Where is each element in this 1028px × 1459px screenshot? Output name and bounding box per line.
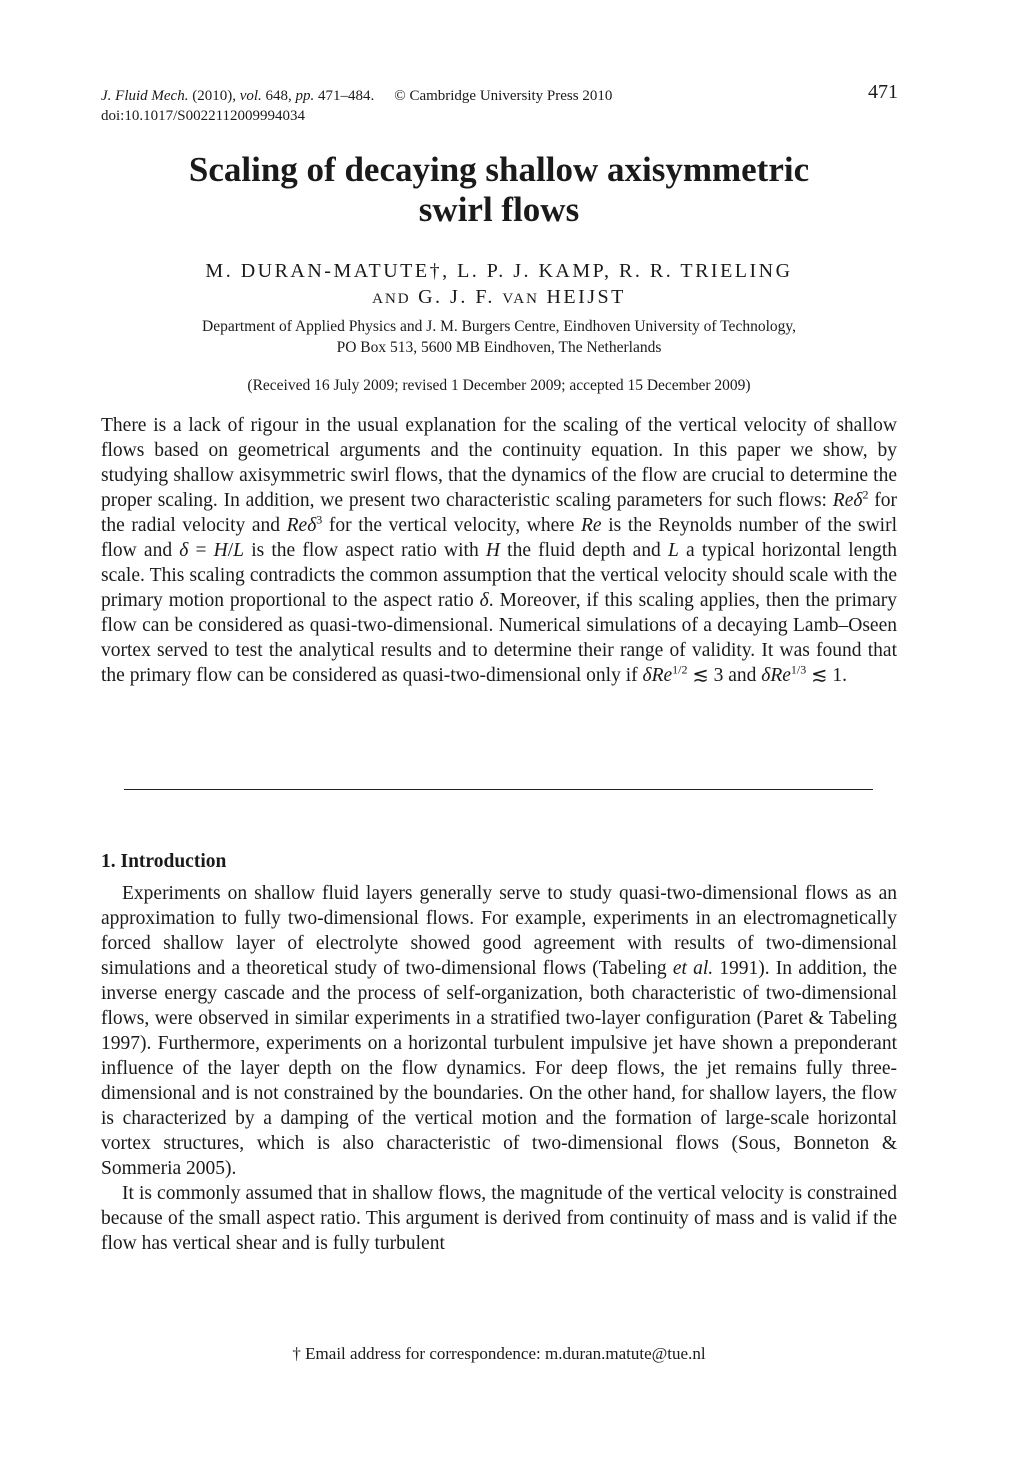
- pages-label: pp.: [295, 88, 315, 104]
- abstract-text: the fluid depth and: [500, 540, 668, 561]
- abstract-text: a typical horizontal length scale. This scaling contradicts the common assumption that the vertical velocity should scale with the primary motion proportional to the aspect ratio: [101, 540, 898, 611]
- author-van: VAN: [502, 291, 539, 307]
- abstract: [101, 413, 897, 688]
- math-delta: δ: [179, 540, 189, 561]
- paragraph-1: [101, 881, 897, 1181]
- math-equals: =: [188, 540, 214, 561]
- abstract-text: is the Reynolds number of the swirl flow and: [101, 515, 897, 561]
- authors-line-2: [100, 284, 898, 312]
- copyright-notice: © Cambridge University Press 2010: [394, 88, 613, 104]
- author-list: [100, 258, 898, 312]
- journal-name: J. Fluid Mech.: [101, 88, 189, 104]
- math-l: L: [233, 540, 245, 561]
- math-sup: 1/3: [790, 662, 807, 677]
- received-dates: (Received 16 July 2009; revised 1 December 2009; accepted 15 December 2009): [247, 377, 751, 394]
- math-sup: 2: [862, 487, 869, 502]
- abstract-text: . Moreover, if this scaling applies, then the primary flow can be considered as quasi-two-dimensional. Numerical simulations of a decaying Lamb–Oseen vortex served to test the analytical results and to determine their range of validity. It was found that the primary flow can be considered as quasi-two-dimensional only if: [101, 590, 897, 686]
- doi: doi:10.1017/S0022112009994034: [101, 108, 306, 124]
- paper-title: [100, 150, 898, 230]
- abstract-text: for the vertical velocity, where: [322, 515, 582, 536]
- title-line-1: Scaling of decaying shallow axisymmetric: [188, 150, 810, 189]
- math-re: Re: [286, 515, 308, 536]
- affiliation-line-2: PO Box 513, 5600 MB Eindhoven, The Netherlands: [336, 339, 662, 356]
- title-line-2: swirl flows: [418, 190, 580, 229]
- math-delta: δ: [853, 490, 863, 511]
- citation-etal: et al.: [672, 958, 714, 979]
- abstract-text: ≲ 3 and: [687, 665, 762, 686]
- section-heading: 1. Introduction: [101, 851, 227, 872]
- paragraph-2: It is commonly assumed that in shallow flows, the magnitude of the vertical velocity is constrained because of the small aspect ratio. This argument is derived from continuity of mass and is valid if the flow has vertical shear and is fully turbulent: [101, 1183, 897, 1254]
- abstract-text: for the radial velocity and: [101, 490, 898, 536]
- paragraph-text: 1991). In addition, the inverse energy cascade and the process of self-organization, both characteristic of two-dimensional flows, were observed in similar experiments in a stratified two-layer configuration (Paret & Tabeling 1997). Furthermore, experiments on a horizontal turbulent impulsive jet have shown a preponderant influence of the layer depth on the flow dynamics. For deep flows, the jet remains fully three-dimensional and is not constrained by the boundaries. On the other hand, for shallow layers, the flow is characterized by a damping of the vertical motion and the formation of large-scale horizontal vortex structures, which is also characteristic of two-dimensional flows (Sous, Bonneton & Sommeria 2005).: [101, 958, 897, 1179]
- math-delta: δ: [642, 665, 652, 686]
- math-re: Re: [770, 665, 791, 686]
- page-range: 471–484.: [318, 88, 375, 104]
- math-l: L: [667, 540, 679, 561]
- footnote: † Email address for correspondence: m.duran.matute@tue.nl: [292, 1344, 706, 1363]
- affiliation: [100, 316, 898, 358]
- volume-label: vol.: [239, 88, 262, 104]
- abstract-text: ≲ 1.: [806, 665, 847, 686]
- paragraph-text: Experiments on shallow fluid layers generally serve to study quasi-two-dimensional flows as an approximation to fully two-dimensional flows. For example, experiments in an electromagnetically forced shallow layer of electrolyte showed good agreement with results of two-dimensional simulations and a theoretical study of two-dimensional flows (Tabeling: [101, 883, 897, 979]
- introduction-body: [101, 881, 897, 1256]
- journal-year: (2010),: [192, 88, 236, 104]
- math-re: Re: [832, 490, 854, 511]
- math-delta: δ: [307, 515, 317, 536]
- page-number: 471: [868, 81, 898, 103]
- author-initials: G. J. F.: [418, 286, 495, 308]
- math-re: Re: [581, 515, 602, 536]
- authors-line-1: M. DURAN-MATUTE†, L. P. J. KAMP, R. R. TRIELING: [205, 260, 793, 282]
- math-h: H: [485, 540, 500, 561]
- math-h: H: [213, 540, 228, 561]
- abstract-divider: [124, 789, 873, 790]
- authors-and: AND: [372, 291, 411, 307]
- math-sup: 3: [316, 512, 323, 527]
- math-sup: 1/2: [672, 662, 688, 677]
- math-slash: /: [227, 540, 234, 561]
- affiliation-line-1: Department of Applied Physics and J. M. Burgers Centre, Eindhoven University of Technology,: [202, 318, 796, 335]
- math-delta: δ: [761, 665, 771, 686]
- running-header: [101, 86, 612, 107]
- volume-number: 648,: [265, 88, 292, 104]
- math-re: Re: [651, 665, 673, 686]
- math-delta: δ: [479, 590, 489, 611]
- abstract-text: is the flow aspect ratio with: [244, 540, 486, 561]
- abstract-text: There is a lack of rigour in the usual explanation for the scaling of the vertical velocity of shallow flows based on geometrical arguments and the continuity equation. In this paper we show, by studying shallow axisymmetric swirl flows, that the dynamics of the flow are crucial to determine the proper scaling. In addition, we present two characteristic scaling parameters for such flows:: [101, 415, 897, 511]
- author-surname: HEIJST: [546, 286, 626, 308]
